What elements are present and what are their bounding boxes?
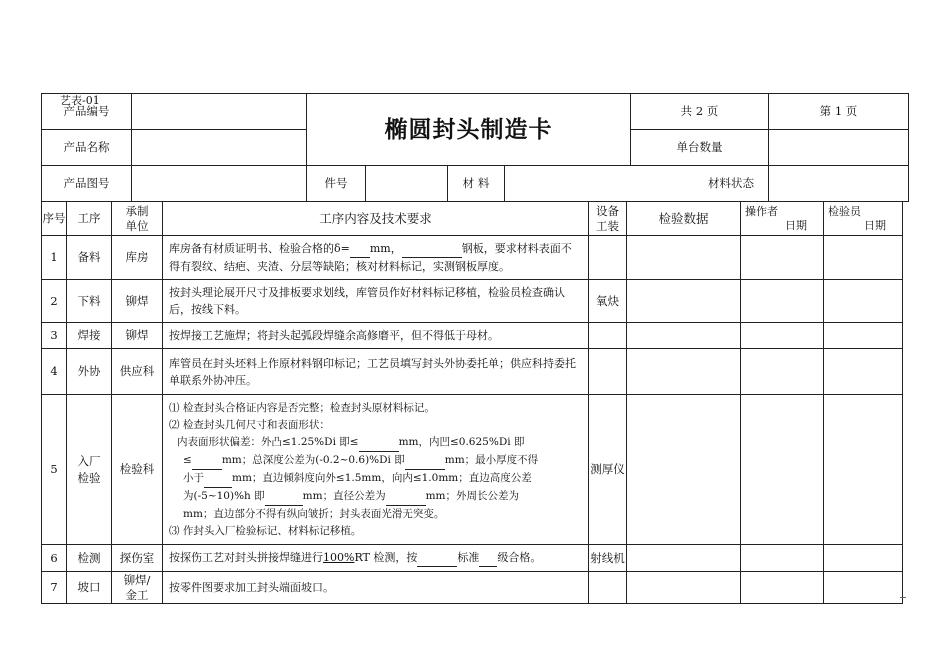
drawing-no-label: 产品图号 xyxy=(42,166,132,202)
step-process: 外协 xyxy=(67,349,112,395)
step-process: 下料 xyxy=(67,280,112,323)
step-content: ⑴ 检查封头合格证内容是否完整；检查封头原材料标记。 ⑵ 检查封头几何尺寸和表面形状： 内表面形状偏差：外凸≤1.25%Di 即≤ mm，内凹≤0.625%Di 即 ≤ mm；总深度公差为(-0.2~0.6)%Di 即 mm；最小厚度不得 小于 mm；直边倾斜度向外≤1.5mm，向内≤1.0mm；直边高度公差 为(-5~10)%h 即 mm；直径公差为 mm；外周长公差为 mm；直边部分不得有纵向皱折；封头表面光滑无突变。 ⑶ 作封头入厂检验标记、材料标记移植。 xyxy=(163,395,589,545)
step-seq: 2 xyxy=(42,280,67,323)
operator-cell[interactable] xyxy=(741,323,824,349)
blank-field[interactable] xyxy=(192,452,222,470)
material-state-value[interactable] xyxy=(769,166,909,202)
blank-field[interactable] xyxy=(359,434,399,452)
unit-qty-value[interactable] xyxy=(769,130,909,166)
product-name-label: 产品名称 xyxy=(42,130,132,166)
total-pages: 共 2 页 xyxy=(631,94,769,130)
inspection-data-cell[interactable] xyxy=(627,280,741,323)
blank-field[interactable] xyxy=(350,240,370,258)
col-unit-line2: 单位 xyxy=(125,218,149,233)
operator-cell[interactable] xyxy=(741,236,824,280)
inspector-cell[interactable] xyxy=(824,572,903,604)
col-seq: 序号 xyxy=(42,202,67,236)
blank-field[interactable] xyxy=(386,488,426,506)
product-no-value[interactable] xyxy=(132,94,307,130)
step-seq: 4 xyxy=(42,349,67,395)
product-name-value[interactable] xyxy=(132,130,307,166)
blank-field[interactable] xyxy=(479,549,497,567)
operator-cell[interactable] xyxy=(741,280,824,323)
inspection-data-cell[interactable] xyxy=(627,545,741,572)
part-no-label: 件号 xyxy=(307,166,366,202)
operator-cell[interactable] xyxy=(741,395,824,545)
step-content: 库房备有材质证明书、检验合格的δ= mm， 钢板，要求材料表面不得有裂纹、结疤、夹渣、分层等缺陷；核对材料标记，实测钢板厚度。 xyxy=(163,236,589,280)
step-equipment: 测厚仪 xyxy=(589,395,627,545)
step-equipment xyxy=(589,323,627,349)
step-equipment: 氧炔 xyxy=(589,280,627,323)
process-steps-table xyxy=(41,201,903,604)
step-seq: 3 xyxy=(42,323,67,349)
step-process: 入厂 检验 xyxy=(67,395,112,545)
step-equipment xyxy=(589,236,627,280)
inspector-cell[interactable] xyxy=(824,395,903,545)
corner-mark xyxy=(900,597,906,598)
step-unit: 供应科 xyxy=(112,349,163,395)
inspector-cell[interactable] xyxy=(824,280,903,323)
step-process: 坡口 xyxy=(67,572,112,604)
inspector-cell[interactable] xyxy=(824,545,903,572)
table-row xyxy=(42,572,903,604)
col-operator-label: 操作者 xyxy=(745,205,778,218)
step-seq: 5 xyxy=(42,395,67,545)
product-no-label: 产品编号 xyxy=(42,94,132,130)
step-unit: 检验科 xyxy=(112,395,163,545)
col-inspector-date: 日期 xyxy=(864,219,886,232)
table-row xyxy=(42,280,903,323)
page-number: 第 1 页 xyxy=(769,94,909,130)
step-equipment xyxy=(589,572,627,604)
table-row xyxy=(42,323,903,349)
step-unit: 探伤室 xyxy=(112,545,163,572)
col-equipment xyxy=(589,202,627,236)
col-inspection-data: 检验数据 xyxy=(627,202,741,236)
step-equipment: 射线机 xyxy=(589,545,627,572)
col-inspector xyxy=(824,202,903,236)
inspection-data-cell[interactable] xyxy=(627,236,741,280)
col-inspector-label: 检验员 xyxy=(828,205,861,218)
step-content: 库管员在封头坯料上作原材料钢印标记；工艺员填写封头外协委托单；供应科持委托单联系外协冲压。 xyxy=(163,349,589,395)
inspection-data-cell[interactable] xyxy=(627,349,741,395)
step-process: 检测 xyxy=(67,545,112,572)
inspection-data-cell[interactable] xyxy=(627,395,741,545)
blank-field[interactable] xyxy=(402,240,462,258)
step-content: 按焊接工艺施焊；将封头起弧段焊缝余高修磨平，但不得低于母材。 xyxy=(163,323,589,349)
table-row xyxy=(42,349,903,395)
blank-field[interactable] xyxy=(265,488,303,506)
material-state-label: 材料状态 xyxy=(708,176,754,190)
operator-cell[interactable] xyxy=(741,349,824,395)
col-content: 工序内容及技术要求 xyxy=(163,202,589,236)
inspector-cell[interactable] xyxy=(824,349,903,395)
blank-field[interactable] xyxy=(417,549,457,567)
table-row xyxy=(42,236,903,280)
step-process: 备料 xyxy=(67,236,112,280)
header-table xyxy=(41,93,909,202)
step-unit: 库房 xyxy=(112,236,163,280)
col-unit-line1: 承制 xyxy=(125,203,149,218)
operator-cell[interactable] xyxy=(741,572,824,604)
col-operator xyxy=(741,202,824,236)
step-seq: 7 xyxy=(42,572,67,604)
step-seq: 6 xyxy=(42,545,67,572)
step-seq: 1 xyxy=(42,236,67,280)
step-process: 焊接 xyxy=(67,323,112,349)
column-header-row xyxy=(42,202,903,236)
unit-qty-label: 单台数量 xyxy=(631,130,769,166)
step-content: 按探伤工艺对封头拼接焊缝进行100%RT 检测，按 标准 级合格。 xyxy=(163,545,589,572)
drawing-no-value[interactable] xyxy=(132,166,307,202)
table-row xyxy=(42,395,903,545)
inspector-cell[interactable] xyxy=(824,323,903,349)
inspection-data-cell[interactable] xyxy=(627,323,741,349)
material-value[interactable] xyxy=(505,166,769,202)
col-operator-date: 日期 xyxy=(785,219,807,232)
col-equipment-line2: 工装 xyxy=(596,218,619,233)
step-equipment xyxy=(589,349,627,395)
material-label: 材 料 xyxy=(448,166,505,202)
step-unit: 铆焊 xyxy=(112,323,163,349)
blank-field[interactable] xyxy=(204,470,232,488)
col-unit xyxy=(112,202,163,236)
part-no-value[interactable] xyxy=(366,166,448,202)
col-equipment-line1: 设备 xyxy=(596,203,619,218)
operator-cell[interactable] xyxy=(741,545,824,572)
inspector-cell[interactable] xyxy=(824,236,903,280)
col-process: 工序 xyxy=(67,202,112,236)
inspection-data-cell[interactable] xyxy=(627,572,741,604)
table-row xyxy=(42,545,903,572)
form-code: 艺表-01 xyxy=(60,94,100,107)
blank-field[interactable] xyxy=(405,452,445,470)
document-title: 椭圆封头制造卡 xyxy=(307,94,631,166)
step-content: 按零件图要求加工封头端面坡口。 xyxy=(163,572,589,604)
step-unit: 铆焊/ 金工 xyxy=(112,572,163,604)
step-unit: 铆焊 xyxy=(112,280,163,323)
step-content: 按封头理论展开尺寸及排板要求划线，库管员作好材料标记移植，检验员检查确认后，按线下料。 xyxy=(163,280,589,323)
